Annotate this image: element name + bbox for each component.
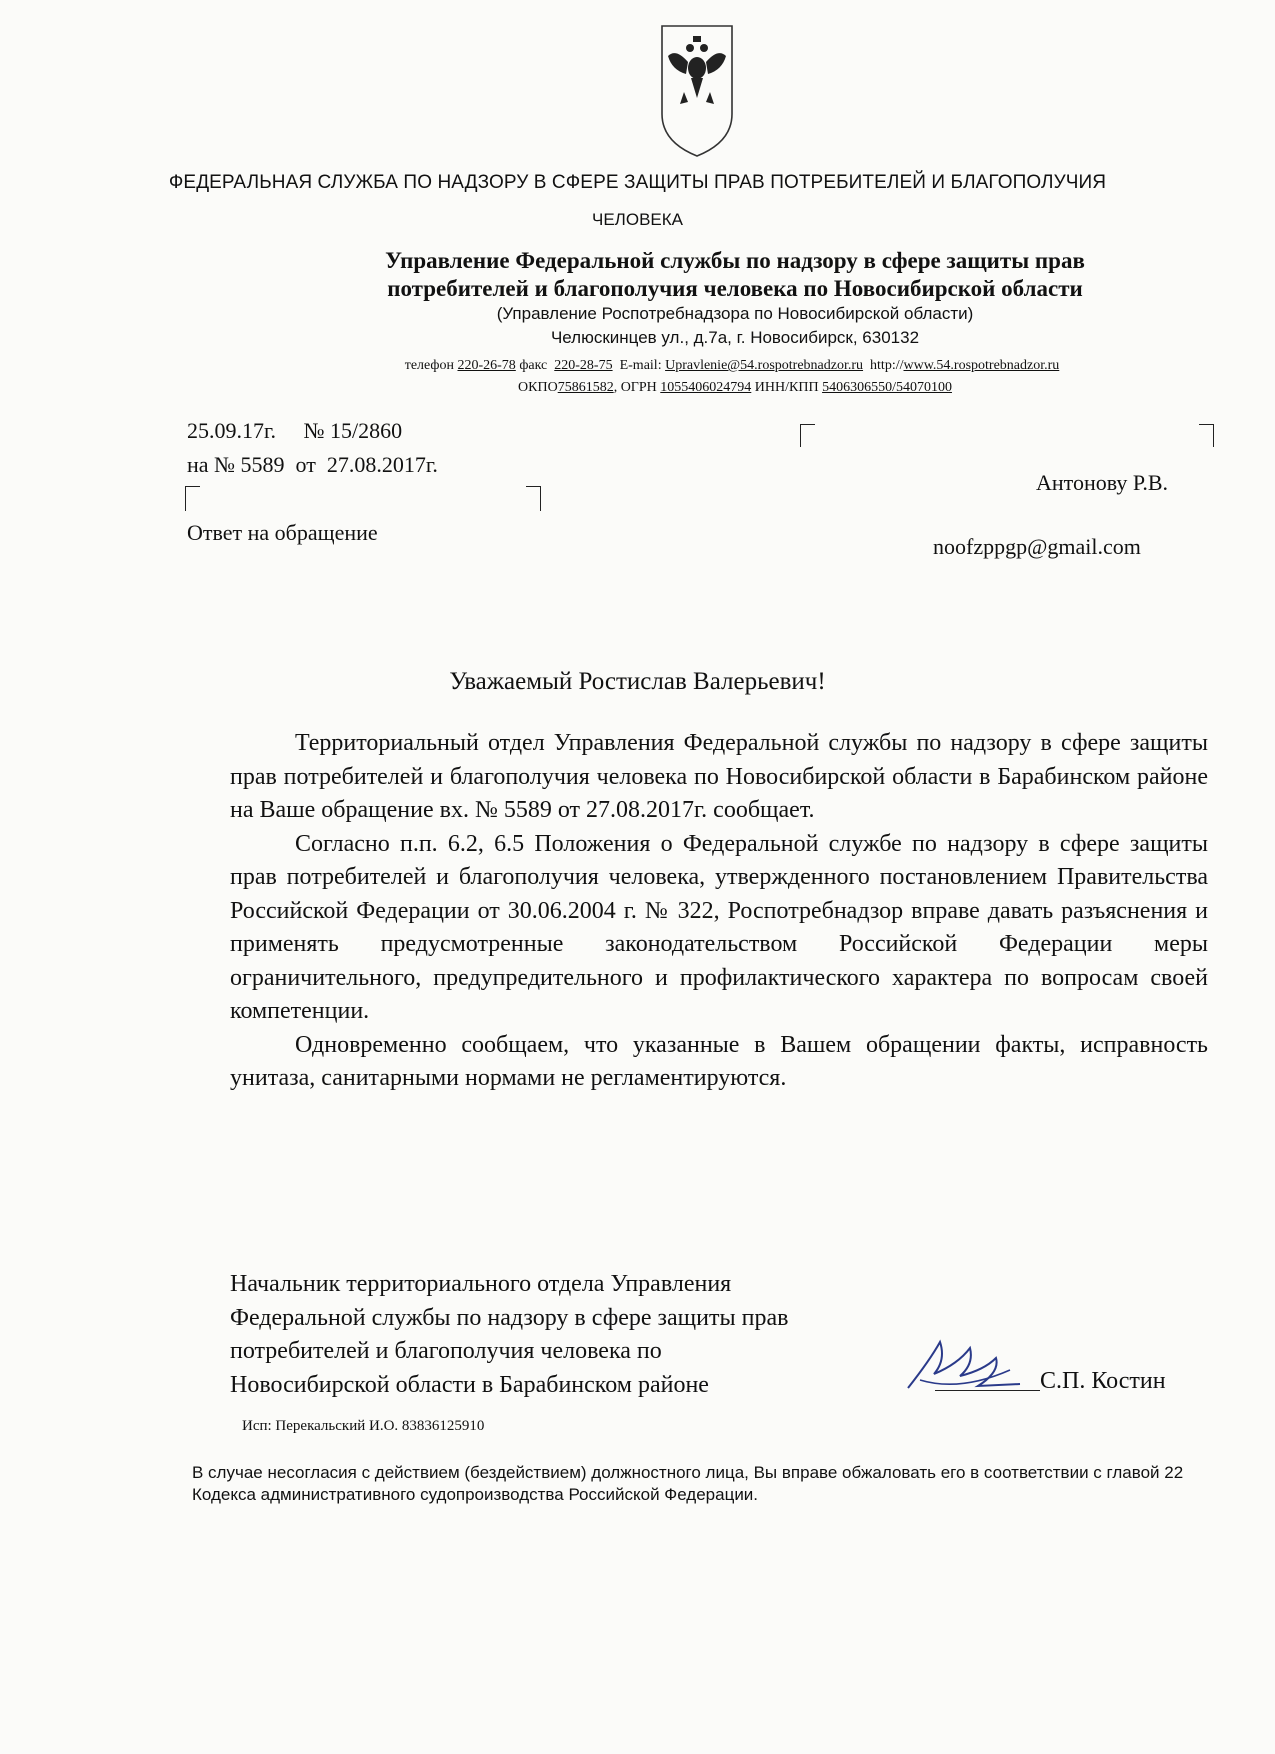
- recipient-name: Антонову Р.В.: [1036, 470, 1169, 495]
- in-reply-label: на №: [187, 452, 236, 477]
- fax-number: 220-28-75: [554, 358, 613, 373]
- handwritten-signature: [900, 1330, 1030, 1405]
- greeting: Уважаемый Ростислав Валерьевич!: [449, 668, 826, 695]
- department-short-name: (Управление Роспотребнадзора по Новосибирской области): [496, 304, 974, 323]
- paragraph-1: Территориальный отдел Управления Федеральной службы по надзору в сфере защиты прав потребителей и благополучия человека по Новосибирской области в Барабинском районе на Ваше обращение вх. № 5589 от 27.08.2017г. сообщает.: [230, 730, 1208, 823]
- appeal-notice: В случае несогласия с действием (бездействием) должностного лица, Вы вправе обжаловать его в соответствии с главой 22 Кодекса административного судопроизводства Российской Федерации.: [192, 1463, 1184, 1504]
- ogrn-value: 1055406024794: [660, 380, 752, 395]
- registration-ids: [335, 380, 1135, 396]
- okpo-label: ОКПО: [518, 380, 558, 395]
- agency-name: ФЕДЕРАЛЬНАЯ СЛУЖБА ПО НАДЗОРУ В СФЕРЕ ЗАЩИТЫ ПРАВ ПОТРЕБИТЕЛЕЙ И БЛАГОПОЛУЧИЯ: [168, 172, 1107, 193]
- in-reply-from-label: от: [295, 452, 316, 477]
- recipient-bracket-left: [800, 424, 815, 447]
- email-link[interactable]: Upravlenie@54.rospotrebnadzor.ru: [665, 358, 864, 373]
- signature-line: [935, 1390, 1040, 1391]
- recipient-bracket-right: [1199, 424, 1214, 447]
- executor-info: Исп: Перекальский И.О. 83836125910: [242, 1418, 485, 1434]
- agency-name-continued: ЧЕЛОВЕКА: [592, 210, 683, 229]
- department-name-line1: Управление Федеральной службы по надзору в сфере защиты прав: [385, 248, 1085, 273]
- letter-date: 25.09.17г.: [187, 418, 277, 443]
- signature-block: [230, 1268, 788, 1402]
- incoming-reference: [187, 452, 438, 478]
- contact-line: [322, 358, 1142, 374]
- signer-name: С.П. Костин: [1040, 1368, 1166, 1394]
- inn-value: 5406306550/54070100: [822, 380, 952, 395]
- signer-title-line3: потребителей и благополучия человека по: [230, 1338, 662, 1364]
- outgoing-reference: [187, 418, 402, 444]
- signer-title-line4: Новосибирской области в Барабинском районе: [230, 1371, 709, 1398]
- corner-bracket-right: [526, 486, 541, 511]
- recipient-email: noofzppgp@gmail.com: [933, 534, 1141, 559]
- web-prefix: http://: [870, 358, 904, 373]
- paragraph-2: Согласно п.п. 6.2, 6.5 Положения о Федеральной службе по надзору в сфере защиты прав потребителей и благополучия человека, утвержденного постановлением Правительства Российской Федерации от 30.06.2004 г. № 322, Роспотребнадзор вправе давать разъяснения и применять предусмотренные законодательством Российской Федерации меры ограничительного, предупредительного и профилактического характера по вопросам своей компетенции.: [230, 830, 1208, 1024]
- signer-title-line1: Начальник территориального отдела Управления: [230, 1271, 732, 1297]
- letter-subject: Ответ на обращение: [187, 520, 378, 545]
- coat-of-arms-emblem: [658, 22, 736, 160]
- paragraph-3: Одновременно сообщаем, что указанные в Вашем обращении факты, исправность унитаза, санитарными нормами не регламентируются.: [230, 1031, 1208, 1091]
- website-link[interactable]: www.54.rospotrebnadzor.ru: [903, 358, 1060, 373]
- fax-label: факс: [519, 358, 548, 373]
- department-address: Челюскинцев ул., д.7а, г. Новосибирск, 630132: [550, 328, 920, 347]
- number-label: №: [303, 418, 325, 443]
- signer-title-line2: Федеральной службы по надзору в сфере защиты прав: [230, 1304, 789, 1331]
- okpo-value: 75861582: [557, 380, 614, 395]
- inn-label: ИНН/КПП: [754, 380, 819, 395]
- corner-bracket-left: [185, 486, 200, 511]
- in-reply-date: 27.08.2017г.: [326, 452, 438, 477]
- phone-label: телефон: [404, 358, 454, 373]
- email-label: E-mail:: [619, 358, 662, 373]
- letter-number: 15/2860: [330, 418, 403, 443]
- ogrn-label: , ОГРН: [613, 380, 657, 395]
- in-reply-number: 5589: [240, 452, 285, 477]
- letter-body: [230, 727, 1208, 1096]
- department-name-line2: потребителей и благополучия человека по Новосибирской области: [387, 276, 1083, 301]
- phone-number: 220-26-78: [457, 358, 516, 373]
